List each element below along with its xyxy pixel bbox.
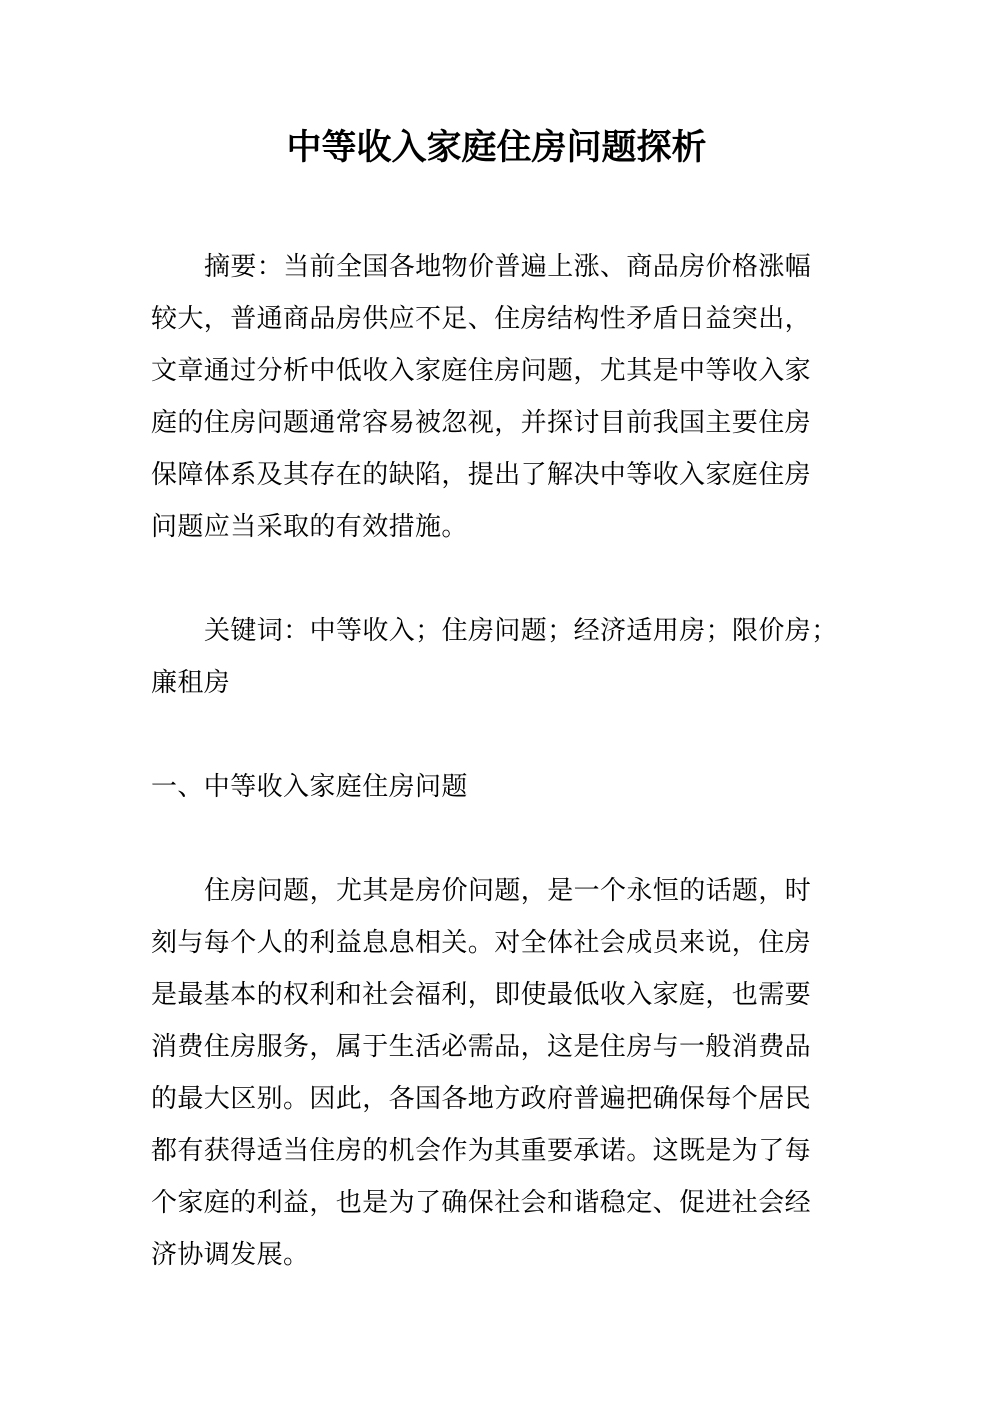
keywords-line: 廉租房 bbox=[151, 668, 231, 698]
keywords-line: 关键词：中等收入；住房问题；经济适用房；限价房； bbox=[204, 616, 838, 646]
abstract-line: 保障体系及其存在的缺陷，提出了解决中等收入家庭住房 bbox=[151, 460, 812, 490]
paragraph-line: 的最大区别。因此，各国各地方政府普遍把确保每个居民 bbox=[151, 1084, 812, 1114]
paragraph-line: 刻与每个人的利益息息相关。对全体社会成员来说，住房 bbox=[151, 928, 812, 958]
abstract-line: 庭的住房问题通常容易被忽视，并探讨目前我国主要住房 bbox=[151, 408, 812, 438]
paragraph-line: 消费住房服务，属于生活必需品，这是住房与一般消费品 bbox=[151, 1032, 812, 1062]
abstract-line: 文章通过分析中低收入家庭住房问题，尤其是中等收入家 bbox=[151, 356, 812, 386]
section-heading: 一、中等收入家庭住房问题 bbox=[151, 772, 468, 802]
abstract-line: 问题应当采取的有效措施。 bbox=[151, 512, 468, 542]
abstract-line: 摘要：当前全国各地物价普遍上涨、商品房价格涨幅 bbox=[204, 252, 812, 282]
paragraph-line: 个家庭的利益，也是为了确保社会和谐稳定、促进社会经 bbox=[151, 1188, 812, 1218]
paragraph-line: 住房问题，尤其是房价问题，是一个永恒的话题，时 bbox=[204, 876, 812, 906]
paragraph-line: 是最基本的权利和社会福利，即使最低收入家庭，也需要 bbox=[151, 980, 812, 1010]
paragraph-line: 济协调发展。 bbox=[151, 1240, 310, 1270]
document-title: 中等收入家庭住房问题探析 bbox=[286, 128, 707, 168]
abstract-line: 较大，普通商品房供应不足、住房结构性矛盾日益突出， bbox=[151, 304, 812, 334]
paragraph-line: 都有获得适当住房的机会作为其重要承诺。这既是为了每 bbox=[151, 1136, 812, 1166]
